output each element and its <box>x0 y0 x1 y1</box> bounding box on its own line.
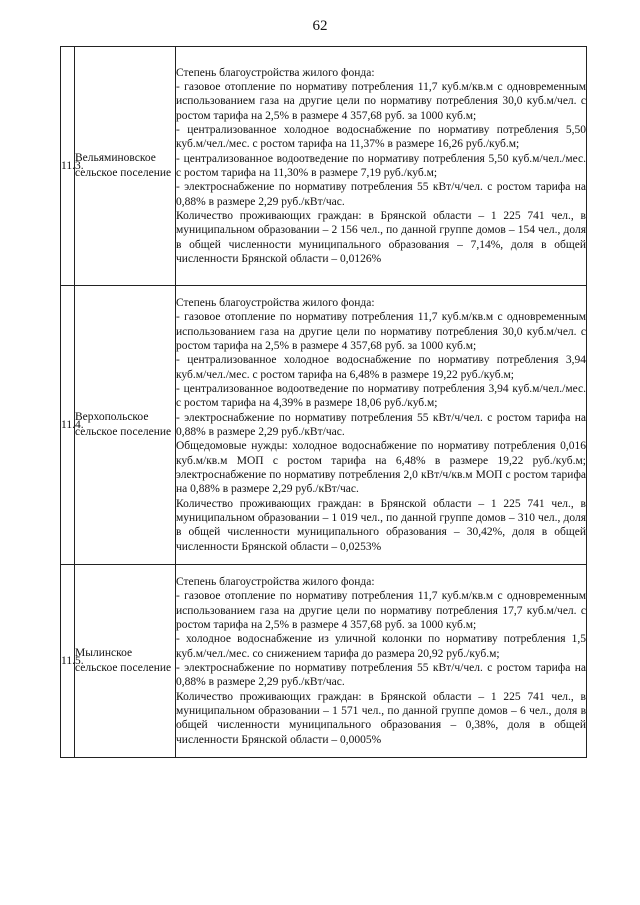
paragraph: - газовое отопление по нормативу потребления 11,7 куб.м/кв.м с одновременным использованием газа на другие цели по нормативу потребления 30,0 куб.м/чел. с ростом тарифа на 2,5% в размере 4 357,68 руб. за 1000 куб.м; <box>176 80 586 122</box>
paragraph: Общедомовые нужды: холодное водоснабжение по нормативу потребления 0,016 куб.м/кв.м МОП с ростом тарифа на 6,48% в размере 19,22 руб./куб.м; электроснабжение по нормативу потребления 2,0 кВт/ч/кв.м МОП с ростом тарифа на 0,88% в размере 2,29 руб./кВт/час. <box>176 440 586 496</box>
paragraph: - электроснабжение по нормативу потребления 55 кВт/ч/чел. с ростом тарифа на 0,88% в размере 2,29 руб./кВт/час. <box>176 411 586 438</box>
paragraph: Степень благоустройства жилого фонда: <box>176 575 375 588</box>
paragraph: - централизованное холодное водоснабжение по нормативу потребления 3,94 куб.м/чел./мес. с ростом тарифа на 6,48% в размере 19,22 руб./куб.м; <box>176 354 586 381</box>
paragraph: - централизованное холодное водоснабжение по нормативу потребления 5,50 куб.м/чел./мес. с ростом тарифа на 11,37% в размере 16,26 руб./куб.м; <box>176 123 586 151</box>
settlement-name: Вельяминовское сельское поселение <box>75 47 176 286</box>
settlements-table <box>60 46 587 758</box>
row-number: 11.3. <box>61 47 75 286</box>
paragraph: - централизованное водоотведение по нормативу потребления 5,50 куб.м/чел./мес. с ростом тарифа на 11,30% в размере 7,19 руб./куб.м; <box>176 152 586 179</box>
paragraph: - газовое отопление по нормативу потребления 11,7 куб.м/кв.м с одновременным использованием газа на другие цели по нормативу потребления 17,7 куб.м/чел. с ростом тарифа на 2,5% в размере 4 357,68 руб. за 1000 куб.м; <box>176 590 586 631</box>
row-number: 11.4. <box>61 286 75 565</box>
paragraph: Степень благоустройства жилого фонда: <box>176 66 375 79</box>
paragraph: Количество проживающих граждан: в Брянской области – 1 225 741 чел., в муниципальном образовании – 2 156 чел., по данной группе домов – 154 чел., доля в общей численности муниципального образования – 7,14%, доля в общей численности Брянской области – 0,0126% <box>176 210 586 266</box>
paragraph: Количество проживающих граждан: в Брянской области – 1 225 741 чел., в муниципальном образовании – 1 019 чел., по данной группе домов – 310 чел., доля в общей численности муниципального образования – 30,42%, доля в общей численности Брянской области – 0,0253% <box>176 497 586 553</box>
settlement-name: Верхопольское сельское поселение <box>75 286 176 565</box>
paragraph: - электроснабжение по нормативу потребления 55 кВт/ч/чел. с ростом тарифа на 0,88% в размере 2,29 руб./кВт/час. <box>176 181 586 208</box>
table-row <box>61 286 587 565</box>
paragraph: - газовое отопление по нормативу потребления 11,7 куб.м/кв.м с одновременным использованием газа на другие цели по нормативу потребления 30,0 куб.м/чел. с ростом тарифа на 2,5% в размере 4 357,68 руб. за 1000 куб.м; <box>176 311 586 352</box>
paragraph: Количество проживающих граждан: в Брянской области – 1 225 741 чел., в муниципальном образовании – 1 571 чел., по данной группе домов – 6 чел., доля в общей численности муниципального образования – 0,38%, доля в общей численности Брянской области – 0,0005% <box>176 690 586 746</box>
paragraph: - электроснабжение по нормативу потребления 55 кВт/ч/чел. с ростом тарифа на 0,88% в размере 2,29 руб./кВт/час. <box>176 662 586 689</box>
paragraph: - холодное водоснабжение из уличной колонки по нормативу потребления 1,5 куб.м/чел./мес. со снижением тарифа до размера 20,92 руб./куб.м; <box>176 633 586 660</box>
row-description <box>176 47 587 286</box>
table-row <box>61 565 587 758</box>
settlement-name: Мылинское сельское поселение <box>75 565 176 758</box>
paragraph: - централизованное водоотведение по нормативу потребления 3,94 куб.м/чел./мес. с ростом тарифа на 4,39% в размере 18,06 руб./куб.м; <box>176 382 586 410</box>
paragraph: Степень благоустройства жилого фонда: <box>176 296 375 309</box>
row-number: 11.5. <box>61 565 75 758</box>
page-number: 62 <box>312 18 328 34</box>
row-description <box>176 565 587 758</box>
row-description <box>176 286 587 565</box>
table-row <box>61 47 587 286</box>
